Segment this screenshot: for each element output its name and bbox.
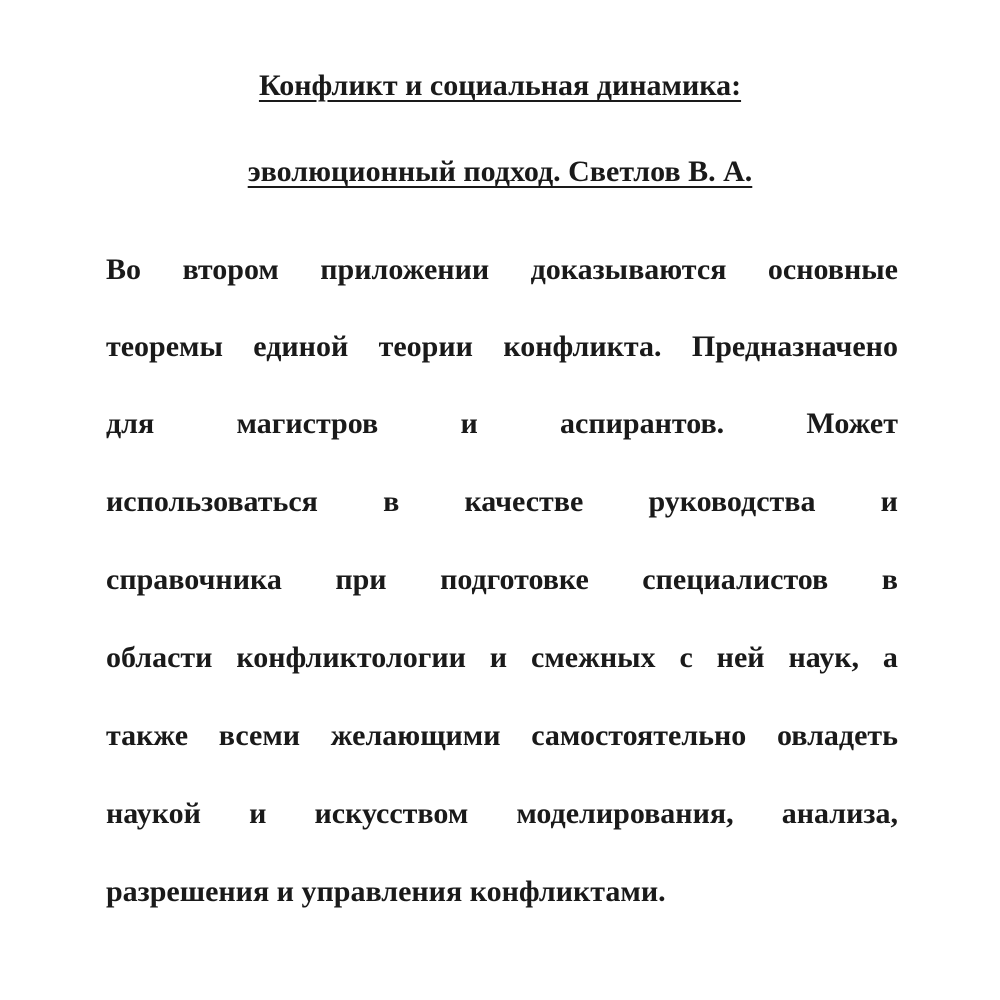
word: в — [383, 485, 400, 518]
title-text-2: эволюционный подход. Светлов В. А. — [247, 155, 753, 188]
word: а — [882, 641, 898, 674]
word: и — [249, 797, 267, 830]
word: аспирантов. — [560, 407, 725, 440]
word: овладеть — [777, 719, 898, 752]
word: теории — [378, 330, 473, 363]
word: единой — [253, 330, 349, 363]
word: смежных — [531, 641, 656, 674]
word: руководства — [648, 485, 816, 518]
body-line-2 — [106, 327, 898, 367]
word: конфликтологии — [236, 641, 466, 674]
word: качестве — [464, 485, 584, 518]
word: Во — [106, 253, 142, 286]
word: наук, — [788, 641, 860, 674]
word: с — [679, 641, 693, 674]
word: справочника — [106, 563, 282, 596]
word: специалистов — [642, 563, 829, 596]
word: Предназначено — [691, 330, 898, 363]
body-line-6 — [106, 638, 898, 678]
body-line-8 — [106, 794, 898, 834]
word: Может — [806, 407, 898, 440]
body-line-1 — [106, 250, 898, 290]
word: приложении — [320, 253, 490, 286]
body-line-4 — [106, 482, 898, 522]
word: также — [106, 719, 189, 752]
word: и — [880, 485, 898, 518]
body-line-7 — [106, 716, 898, 756]
word: основные — [767, 253, 898, 286]
word: наукой — [106, 797, 201, 830]
word: самостоятельно — [531, 719, 747, 752]
word: анализа, — [781, 797, 898, 830]
word: при — [335, 563, 387, 596]
word: конфликта. — [503, 330, 662, 363]
word: искусством — [314, 797, 469, 830]
word: втором — [182, 253, 279, 286]
word: ней — [716, 641, 765, 674]
word: моделирования, — [516, 797, 734, 830]
word: подготовке — [440, 563, 589, 596]
body-line-3 — [106, 404, 898, 444]
document-title-line-2 — [0, 152, 1000, 192]
word: всеми — [218, 719, 301, 752]
document-title-line-1 — [0, 66, 1000, 106]
word: в — [881, 563, 898, 596]
word: и — [489, 641, 508, 674]
word: и — [460, 407, 478, 440]
title-text-1: Конфликт и социальная динамика: — [258, 69, 742, 102]
word: магистров — [236, 407, 379, 440]
word: доказываются — [530, 253, 727, 286]
body-line-5 — [106, 560, 898, 600]
body-line-9: разрешения и управления конфликтами. — [106, 875, 666, 908]
word: для — [106, 407, 155, 440]
word: теоремы — [106, 330, 223, 363]
word: желающими — [330, 719, 501, 752]
word: использоваться — [106, 485, 318, 518]
word: области — [106, 641, 213, 674]
